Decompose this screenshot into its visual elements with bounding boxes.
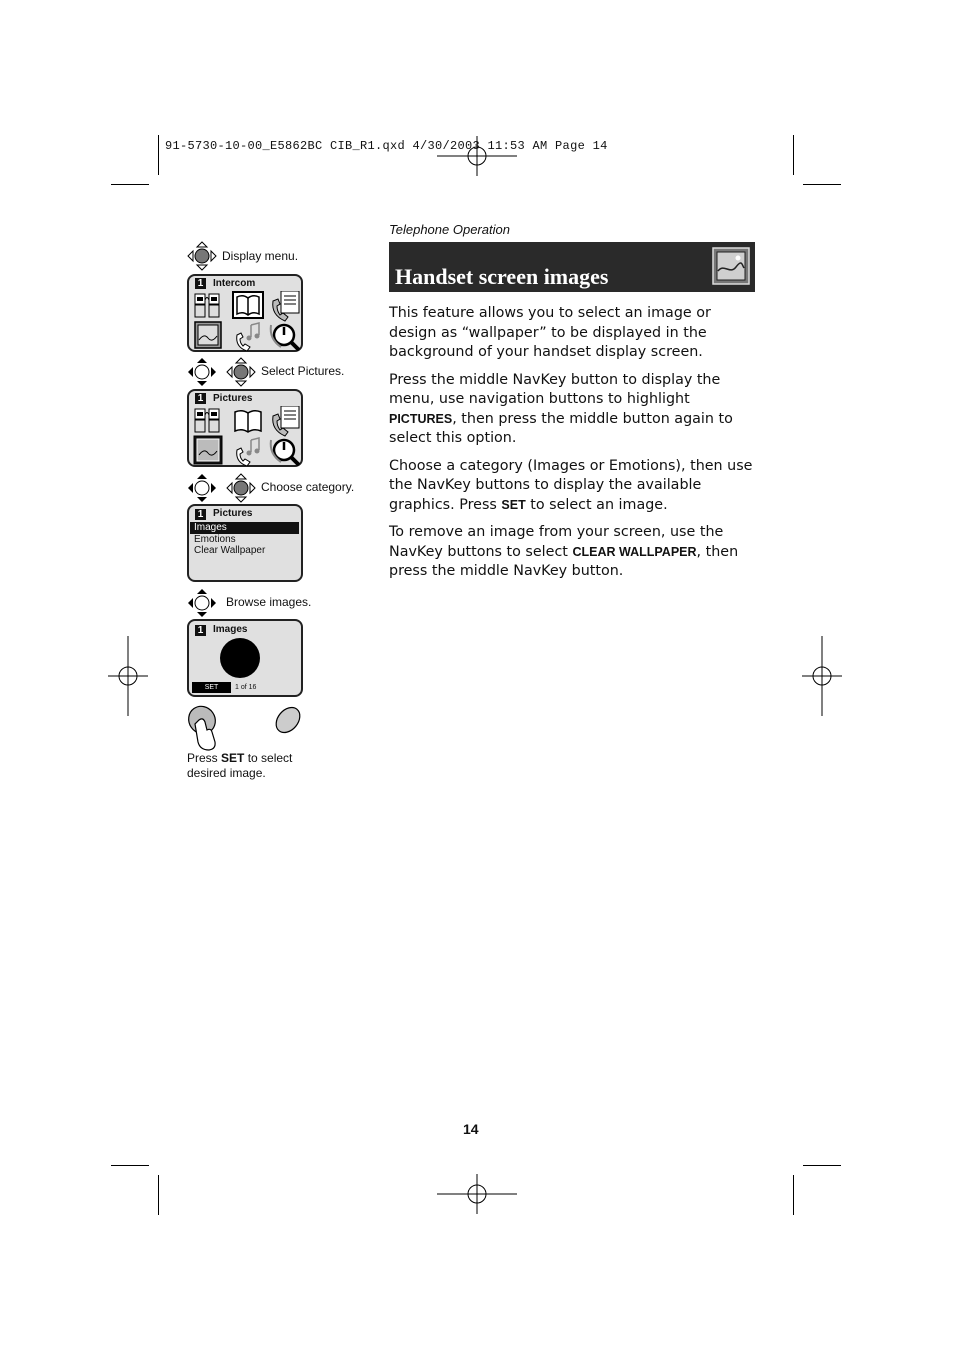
softkey-set[interactable]: SET: [192, 682, 231, 693]
registration-mark-left: [108, 636, 148, 716]
navkey-arrows-icon: [187, 473, 217, 503]
phonebook-icon: [233, 292, 263, 318]
phonebook-icon: [235, 411, 261, 432]
screen-pictures-icons: [187, 389, 303, 467]
menu-icons-grid: [193, 291, 301, 351]
screen-title: Intercom: [213, 278, 256, 289]
navkey-arrows-icon: [187, 357, 217, 387]
menu-item-clear-wallpaper[interactable]: Clear Wallpaper: [194, 545, 266, 556]
handset-number: 1: [195, 278, 206, 289]
section-label: Telephone Operation: [389, 222, 510, 237]
body-text: [389, 304, 759, 590]
settings-icon: [271, 325, 299, 350]
step-choose-category: Choose category.: [261, 480, 355, 494]
step-select-pictures: Select Pictures.: [261, 364, 345, 378]
key-clear-wallpaper: CLEAR WALLPAPER: [572, 544, 697, 559]
handset-number: 1: [195, 625, 206, 636]
softkey-icon: [185, 702, 310, 752]
paragraph-remove-image: To remove an image from your screen, use the NavKey buttons to select CLEAR WALLPAPER, then press the middle NavKey button.: [389, 524, 739, 579]
caller-id-icon: [273, 291, 299, 321]
intercom-icon: [195, 294, 219, 317]
category-menu: [190, 522, 299, 557]
settings-icon: [271, 440, 299, 465]
key-set-label: SET: [221, 751, 245, 765]
navkey-center-icon: [226, 473, 256, 503]
handset-number: 1: [195, 393, 206, 404]
pictures-icon: [194, 436, 222, 464]
image-preview: [220, 638, 260, 678]
ringer-icon: [237, 323, 260, 351]
handset-number: 1: [195, 509, 206, 520]
print-slug-line: 91-5730-10-00_E5862BC CIB_R1.qxd 4/30/2003 11:53 AM Page 14: [165, 139, 608, 153]
step-press-set: Press SET to select desired image.: [187, 751, 293, 780]
paragraph-display-menu: Press the middle NavKey button to display the menu, use navigation buttons to highlight PICTURES, then press the middle button again to select this option.: [389, 371, 733, 446]
wallpaper-icon: [712, 247, 750, 285]
navkey-arrows-icon: [187, 588, 217, 618]
pictures-icon: [195, 322, 221, 348]
caller-id-icon: [273, 406, 299, 436]
step-display-menu: Display menu.: [222, 249, 299, 263]
paragraph-choose-category: Choose a category (Images or Emotions), then use the NavKey buttons to display the available graphics. Press SET to select an image.: [389, 457, 753, 513]
menu-item-emotions[interactable]: Emotions: [194, 533, 236, 545]
screen-intercom: [187, 274, 303, 352]
step-browse-images: Browse images.: [226, 595, 312, 609]
registration-mark-right: [802, 636, 842, 716]
right-softkey-icon: [271, 703, 304, 737]
navkey-center-icon: [226, 357, 256, 387]
image-counter: 1 of 16: [235, 684, 257, 691]
paragraph-intro: This feature allows you to select an image or design as “wallpaper” to be displayed in the background of your handset display screen.: [389, 305, 711, 360]
page-number: 14: [463, 1121, 479, 1137]
intercom-icon: [195, 409, 219, 432]
screen-pictures-menu: [187, 504, 303, 582]
key-set: SET: [501, 497, 526, 512]
key-pictures: PICTURES: [389, 411, 453, 426]
screen-title: Pictures: [213, 508, 253, 519]
screen-title: Pictures: [213, 393, 253, 404]
menu-item-images[interactable]: Images: [190, 522, 299, 534]
navkey-center-icon: [187, 241, 217, 271]
screen-images: [187, 619, 303, 697]
title-bar: [389, 242, 755, 292]
finger-press-icon: [185, 702, 221, 750]
ringer-icon: [237, 438, 260, 466]
screen-title: Images: [213, 624, 248, 635]
page-title: Handset screen images: [395, 264, 609, 289]
registration-mark-bottom: [437, 1174, 517, 1214]
menu-icons-grid: [193, 406, 301, 466]
